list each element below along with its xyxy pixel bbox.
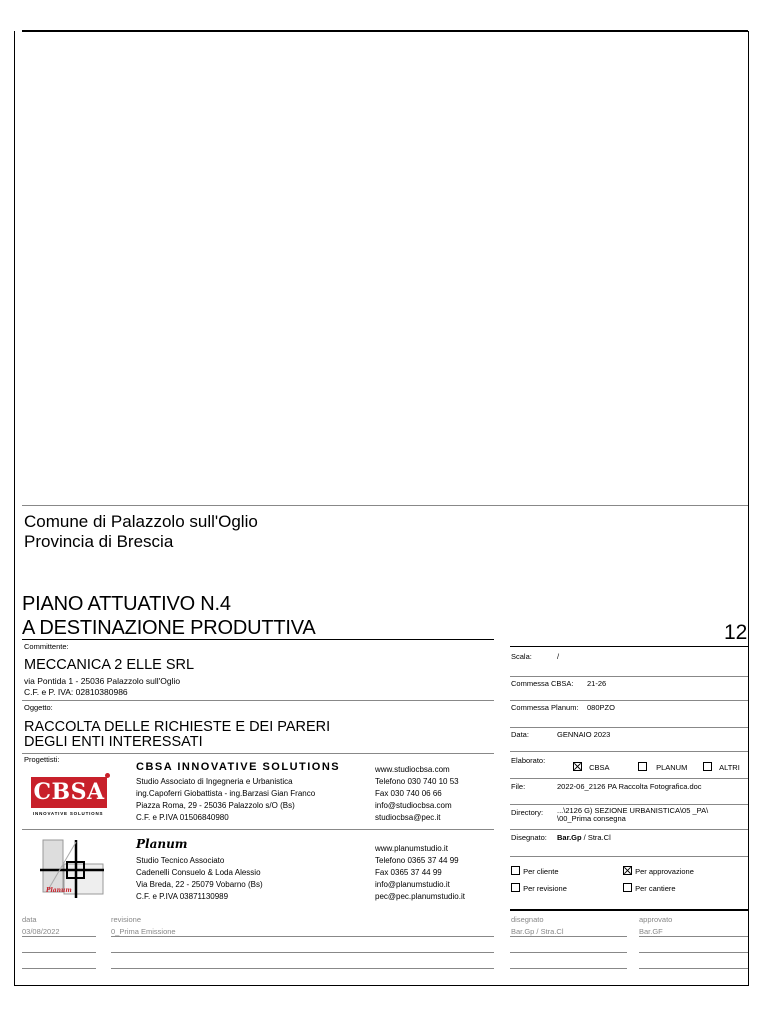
planum-phone: Telefono 0365 37 44 99 [375, 856, 459, 865]
cbsa-phone: Telefono 030 740 10 53 [375, 777, 459, 786]
rev-row-drawn: Bar.Gp / Stra.Cl [511, 927, 564, 936]
client-divider [22, 700, 494, 701]
subject-line1: RACCOLTA DELLE RICHIESTE E DEI PARERI [24, 719, 331, 735]
cbsa-detail-line: Piazza Roma, 29 - 25036 Palazzolo s/O (Bs) [136, 801, 295, 810]
planum-detail-line: Via Breda, 22 - 25079 Vobarno (Bs) [136, 880, 263, 889]
planum-email[interactable]: info@planumstudio.it [375, 880, 450, 889]
cbsa-detail-line: Studio Associato di Ingegneria e Urbanistica [136, 777, 293, 786]
file-label: File: [511, 782, 526, 791]
drawn-value-bold: Bar.Gp [557, 833, 582, 842]
cbsa-website[interactable]: www.studiocbsa.com [375, 765, 450, 774]
rev-line [22, 952, 96, 953]
rev-line [510, 968, 627, 969]
province: Provincia di Brescia [24, 532, 174, 551]
scale-label: Scala: [511, 652, 532, 661]
rev-line [22, 936, 96, 937]
directory-label: Directory: [511, 808, 544, 817]
checkbox-icon[interactable] [638, 762, 647, 771]
elaborated-option-label: PLANUM [656, 763, 688, 772]
client-tax-id: C.F. e P. IVA: 02810380986 [24, 687, 128, 697]
rev-header-revision: revisione [111, 915, 142, 924]
project-title-line1: PIANO ATTUATIVO N.4 [22, 593, 231, 615]
purpose-per-cliente[interactable] [511, 866, 559, 876]
elaborated-option-altri[interactable] [703, 762, 740, 772]
project-title-line2: A DESTINAZIONE PRODUTTIVA [22, 617, 316, 639]
checked-box-icon[interactable] [623, 866, 632, 875]
drawn-divider [510, 856, 748, 857]
elaborated-option-planum[interactable] [638, 762, 687, 772]
date-divider [510, 751, 748, 752]
planum-logo [38, 838, 106, 900]
elaborated-option-label: CBSA [589, 763, 610, 772]
cbsa-details [136, 776, 315, 824]
rev-line [111, 952, 494, 953]
planum-brand: Planum [136, 837, 188, 851]
purpose-label: Per revisione [523, 884, 567, 893]
planum-fax: Fax 0365 37 44 99 [375, 868, 442, 877]
rev-header-date: data [22, 915, 37, 924]
revision-top-line [510, 909, 748, 911]
purpose-per-cantiere[interactable] [623, 883, 676, 893]
cbsa-logo-subtitle: INNOVATIVE SOLUTIONS [33, 811, 104, 816]
planum-detail-line: Studio Tecnico Associato [136, 856, 225, 865]
planum-job-divider [510, 727, 748, 728]
date-value: GENNAIO 2023 [557, 730, 611, 739]
rev-line [111, 936, 494, 937]
planum-details [136, 855, 263, 903]
rev-header-approved: approvato [639, 915, 673, 924]
rev-row-revision: 0_Prima Emissione [111, 927, 176, 936]
cbsa-logo-dot [105, 773, 110, 778]
purpose-per-approvazione[interactable] [623, 866, 694, 876]
elaborated-label: Elaborato: [511, 756, 546, 765]
planum-job-label: Commessa Planum: [511, 703, 579, 712]
cbsa-brand: CBSA INNOVATIVE SOLUTIONS [136, 761, 341, 773]
client-label: Committente: [24, 642, 69, 651]
planum-detail-line: Cadenelli Consuelo & Loda Alessio [136, 868, 261, 877]
client-address: via Pontida 1 - 25036 Palazzolo sull'Oglio [24, 676, 181, 686]
rev-row-approved: Bar.GF [639, 927, 663, 936]
file-value: 2022-06_2126 PA Raccolta Fotografica.doc [557, 782, 702, 791]
cbsa-job-value: 21-26 [587, 679, 607, 688]
purpose-label: Per approvazione [635, 867, 694, 876]
drawn-value [557, 833, 611, 842]
title-underline [22, 639, 494, 640]
title-block-divider [22, 505, 748, 506]
date-label: Data: [511, 730, 529, 739]
rev-line [639, 936, 748, 937]
cbsa-pec[interactable]: studiocbsa@pec.it [375, 813, 441, 822]
rev-line [639, 952, 748, 953]
subject-divider [22, 753, 494, 754]
checkbox-icon[interactable] [511, 883, 520, 892]
planum-contacts [375, 843, 465, 903]
drawn-value-rest: / Stra.Cl [581, 833, 611, 842]
rev-line [22, 968, 96, 969]
rev-line [111, 968, 494, 969]
drawn-label: Disegnato: [511, 833, 547, 842]
rev-line [510, 952, 627, 953]
rev-line [510, 936, 627, 937]
designers-divider [22, 829, 494, 830]
subject-label: Oggetto: [24, 703, 53, 712]
planum-job-value: 080PZO [587, 703, 615, 712]
scale-value: / [557, 652, 560, 661]
planum-logo-subtitle: Planum [46, 887, 72, 894]
elaborated-divider [510, 778, 748, 779]
file-divider [510, 804, 748, 805]
sheet-number: 12 [724, 621, 748, 644]
sheet-number-underline [510, 646, 748, 647]
cbsa-fax: Fax 030 740 06 66 [375, 789, 442, 798]
directory-line2: \00_Prima consegna [557, 814, 626, 823]
cbsa-logo [31, 773, 111, 819]
purpose-label: Per cliente [523, 867, 559, 876]
checked-box-icon[interactable] [573, 762, 582, 771]
directory-divider [510, 829, 748, 830]
cbsa-contacts [375, 764, 459, 824]
checkbox-icon[interactable] [703, 762, 712, 771]
cbsa-logo-text: CBSA [31, 777, 107, 808]
checkbox-icon[interactable] [511, 866, 520, 875]
rev-line [639, 968, 748, 969]
subject-line2: DEGLI ENTI INTERESSATI [24, 734, 203, 750]
cbsa-email[interactable]: info@studiocbsa.com [375, 801, 452, 810]
planum-website[interactable]: www.planumstudio.it [375, 844, 448, 853]
checkbox-icon[interactable] [623, 883, 632, 892]
purpose-per-revisione[interactable] [511, 883, 567, 893]
planum-pec[interactable]: pec@pec.planumstudio.it [375, 892, 465, 901]
designers-label: Progettisti: [24, 755, 60, 764]
directory-line1: ...\2126 G) SEZIONE URBANISTICA\05 _PA\ [557, 806, 709, 815]
purpose-label: Per cantiere [635, 884, 676, 893]
elaborated-option-label: ALTRI [719, 763, 740, 772]
scale-divider [510, 676, 748, 677]
cbsa-job-label: Commessa CBSA: [511, 679, 574, 688]
cbsa-job-divider [510, 700, 748, 701]
planum-detail-line: C.F. e P.IVA 03871130989 [136, 892, 229, 901]
elaborated-option-cbsa[interactable] [573, 762, 610, 772]
rev-header-drawn: disegnato [511, 915, 544, 924]
municipality: Comune di Palazzolo sull'Oglio [24, 512, 258, 531]
cbsa-detail-line: C.F. e P.IVA 01506840980 [136, 813, 229, 822]
client-name: MECCANICA 2 ELLE SRL [24, 657, 195, 673]
rev-row-date: 03/08/2022 [22, 927, 60, 936]
cbsa-detail-line: ing.Capoferri Giobattista - ing.Barzasi Gian Franco [136, 789, 316, 798]
